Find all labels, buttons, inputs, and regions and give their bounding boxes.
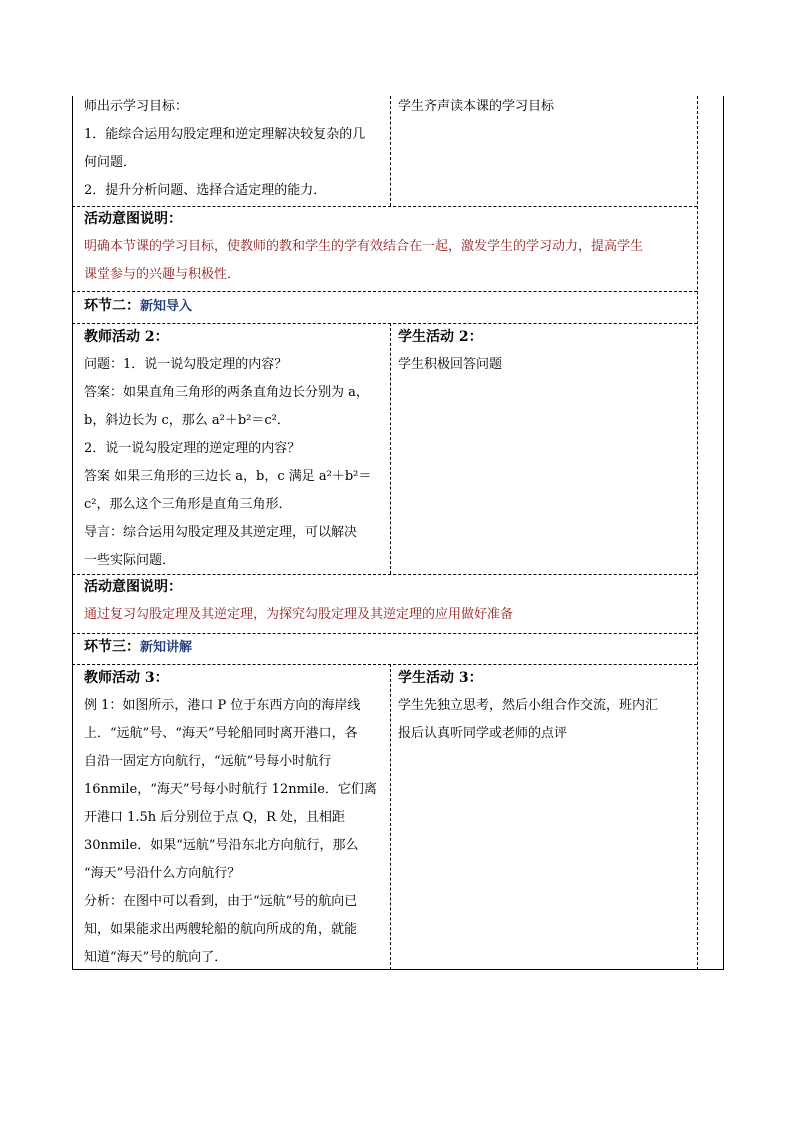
question-1: 问题：1．说一说勾股定理的内容？ [84, 357, 288, 372]
example-line: 30nmile．如果“远航”号沿东北方向航行，那么 [84, 838, 359, 853]
intent-text-line1: 明确本节课的学习目标，使教师的教和学生的学有效结合在一起，激发学生的学习动力，提高学生 [84, 239, 644, 254]
objective-1-line1: 1．能综合运用勾股定理和逆定理解决较复杂的几 [84, 127, 366, 142]
objective-2: 2．提升分析问题、选择合适定理的能力． [84, 183, 327, 198]
answer-1-line2: b，斜边长为 c，那么 a²＋b²＝c²． [84, 413, 290, 428]
example-line: “海天”号沿什么方向航行？ [84, 866, 241, 881]
lead-in-line1: 导言：综合运用勾股定理及其逆定理，可以解决 [84, 525, 358, 540]
analysis-line: 知道“海天”号的航向了． [84, 950, 228, 965]
student-activity-heading: 学生活动 2： [398, 329, 483, 345]
lead-in-line2: 一些实际问题． [84, 553, 176, 568]
example-line: 自沿一固定方向航行，“远航”号每小时航行 [84, 754, 332, 769]
teacher-activity-heading: 教师活动 3： [84, 670, 169, 686]
table-left-border [72, 96, 73, 970]
column-divider-row1 [390, 96, 391, 206]
teacher-activity-3-cell [84, 664, 386, 972]
activity-intent-2 [84, 573, 694, 629]
intent-heading: 活动意图说明： [84, 579, 182, 595]
section-title: 新知导入 [140, 299, 193, 314]
section-title: 新知讲解 [140, 640, 193, 655]
student-activity-line: 报后认真听同学或老师的点评 [398, 726, 568, 741]
student-activity-2-cell [398, 323, 693, 379]
student-activity-1: 学生齐声读本课的学习目标 [398, 99, 555, 114]
student-activity-3-cell [398, 664, 693, 748]
student-activity-heading: 学生活动 3： [398, 670, 483, 686]
section-label: 环节二： [84, 298, 140, 314]
example-line: 16nmile，“海天”号每小时航行 12nmile．它们离 [84, 782, 377, 797]
objectives-intro: 师出示学习目标： [84, 99, 189, 114]
example-line: 上．“远航”号、“海天”号轮船同时离开港口，各 [84, 726, 358, 741]
example-line: 开港口 1.5h 后分别位于点 Q，R 处，且相距 [84, 810, 346, 825]
analysis-line: 分析：在图中可以看到，由于“远航”号的航向已 [84, 894, 358, 909]
answer-2-line2: c²，那么这个三角形是直角三角形． [84, 497, 292, 512]
answer-2-line1: 答案 如果三角形的三边长 a，b，c 满足 a²＋b²＝ [84, 469, 372, 484]
analysis-line: 知，如果能求出两艘轮船的航向所成的角，就能 [84, 922, 358, 937]
activity-intent-1 [84, 205, 694, 289]
intent-text: 通过复习勾股定理及其逆定理，为探究勾股定理及其逆定理的应用做好准备 [84, 607, 514, 622]
table-inner-border [697, 96, 698, 970]
student-activity-line: 学生先独立思考，然后小组合作交流，班内汇 [398, 698, 659, 713]
column-divider-row3 [390, 664, 391, 970]
table-right-border [723, 96, 724, 970]
teacher-activity-2-cell [84, 323, 386, 575]
student-objectives-cell [398, 93, 693, 121]
column-divider-row2 [390, 323, 391, 574]
intent-heading: 活动意图说明： [84, 211, 182, 227]
teacher-activity-heading: 教师活动 2： [84, 329, 169, 345]
question-2: 2．说一说勾股定理的逆定理的内容？ [84, 441, 301, 456]
section-3-header [84, 632, 694, 663]
section-label: 环节三： [84, 639, 140, 655]
objective-1-line2: 何问题． [84, 155, 137, 170]
answer-1-line1: 答案：如果直角三角形的两条直角边长分别为 a， [84, 385, 369, 400]
example-line: 例 1：如图所示，港口 P 位于东西方向的海岸线 [84, 698, 361, 713]
section-2-header [84, 291, 694, 322]
student-activity-text: 学生积极回答问题 [398, 357, 503, 372]
intent-text-line2: 课堂参与的兴趣与积极性． [84, 267, 241, 282]
teacher-objectives-cell [84, 93, 384, 205]
